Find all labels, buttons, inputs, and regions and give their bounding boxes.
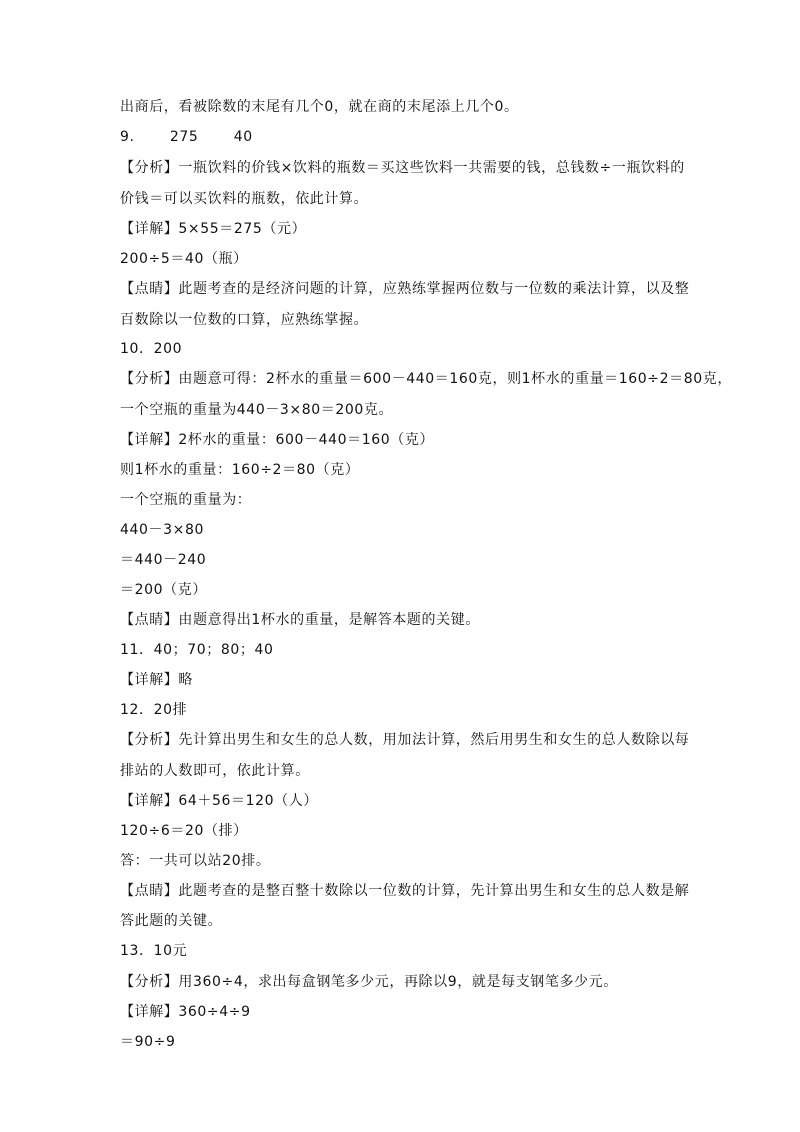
text-line: 排站的人数即可，依此计算。 [120, 763, 310, 779]
text-line: 【详解】略 [120, 672, 193, 688]
text-line: 【分析】由题意可得：2杯水的重量＝600－440＝160克，则1杯水的重量＝160÷2＝80克， [120, 371, 732, 387]
text-line: 13．10元 [120, 943, 188, 959]
text-line: 出商后，看被除数的末尾有几个0，就在商的末尾添上几个0。 [120, 99, 519, 115]
text-line: 价钱＝可以买饮料的瓶数，依此计算。 [120, 191, 369, 207]
text-line: 10．200 [120, 341, 183, 357]
text-line: 则1杯水的重量：160÷2＝80（克） [120, 462, 360, 478]
text-line: 【详解】5×55＝275（元） [120, 221, 307, 237]
text-line: 440－3×80 [120, 522, 204, 538]
text-line: ＝90÷9 [120, 1034, 176, 1050]
text-line: 200÷5＝40（瓶） [120, 251, 248, 267]
text-line: 【点睛】此题考查的是整百整十数除以一位数的计算，先计算出男生和女生的总人数是解 [120, 883, 690, 899]
text-line: 【分析】用360÷4，求出每盒钢笔多少元，再除以9，就是每支钢笔多少元。 [120, 974, 618, 990]
text-line: 9. 275 40 [120, 129, 253, 145]
text-line: ＝440－240 [120, 552, 207, 568]
text-line: 【点睛】由题意得出1杯水的重量，是解答本题的关键。 [120, 612, 480, 628]
text-line: 百数除以一位数的口算，应熟练掌握。 [120, 312, 369, 328]
text-line: 一个空瓶的重量为： [120, 492, 252, 508]
text-line: 答此题的关键。 [120, 913, 223, 929]
text-line: 【点睛】此题考查的是经济问题的计算，应熟练掌握两位数与一位数的乘法计算，以及整 [120, 281, 690, 297]
text-line: 【分析】一瓶饮料的价钱×饮料的瓶数＝买这些饮料一共需要的钱，总钱数÷一瓶饮料的 [120, 160, 685, 176]
text-line: 【详解】64＋56＝120（人） [120, 793, 318, 809]
text-line: 【分析】先计算出男生和女生的总人数，用加法计算，然后用男生和女生的总人数除以每 [120, 732, 690, 748]
text-line: 【详解】360÷4÷9 [120, 1004, 251, 1020]
text-line: ＝200（克） [120, 582, 207, 598]
text-line: 12．20排 [120, 702, 188, 718]
text-line: 【详解】2杯水的重量：600－440＝160（克） [120, 432, 435, 448]
text-line: 11．40；70；80；40 [120, 642, 274, 658]
text-line: 120÷6＝20（排） [120, 823, 248, 839]
text-line: 答：一共可以站20排。 [120, 853, 271, 869]
text-line: 一个空瓶的重量为440－3×80＝200克。 [120, 402, 394, 418]
